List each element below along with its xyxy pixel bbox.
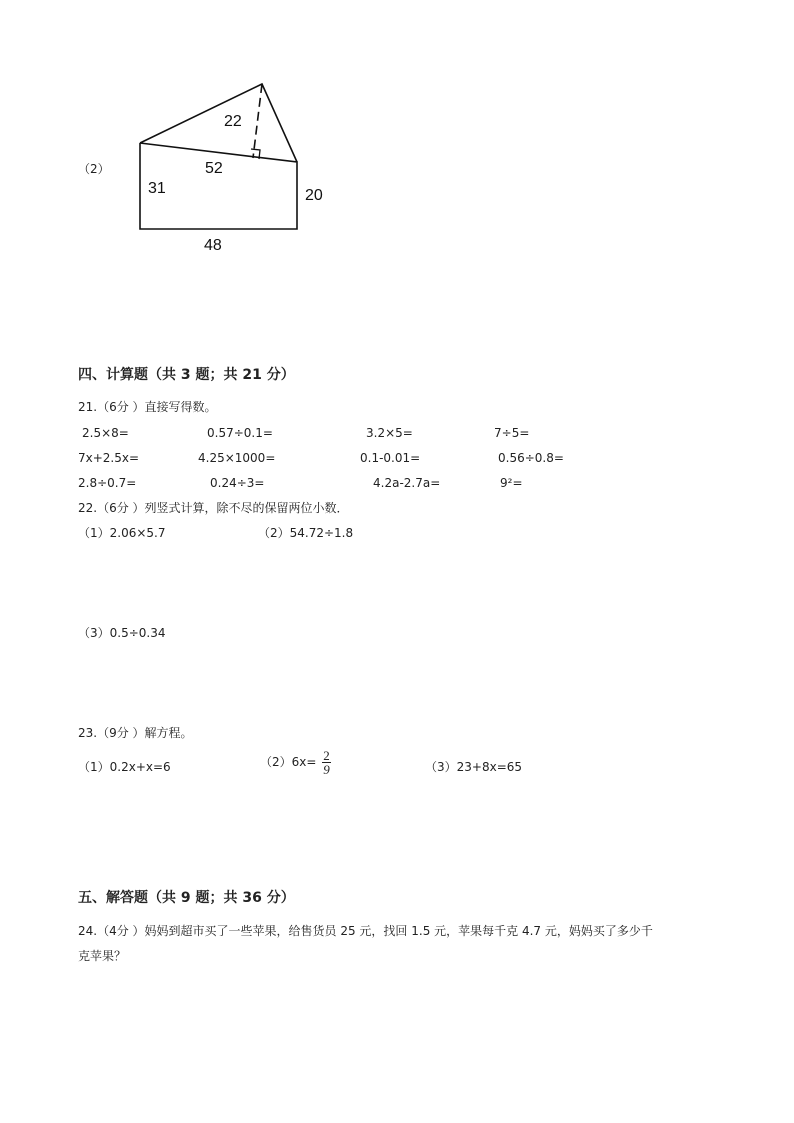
q24-text-line1: 24.（4分 ）妈妈到超市买了一些苹果，给售货员 25 元，找回 1.5 元，苹果每千克 4.7 元，妈妈买了多少千	[78, 924, 653, 938]
bottom-side-label: 48	[204, 237, 222, 254]
section5-heading: 五、解答题（共 9 题；共 36 分）	[78, 890, 295, 906]
q21-expr: 4.25×1000=	[198, 451, 276, 465]
section4-heading: 四、计算题（共 3 题；共 21 分）	[78, 367, 295, 383]
q23-item3: （3）23+8x=65	[425, 760, 523, 774]
q22-item: （3）0.5÷0.34	[78, 626, 166, 640]
q23-item2	[260, 749, 331, 776]
diagonal-label: 52	[205, 160, 223, 177]
q21-expr: 0.56÷0.8=	[498, 451, 564, 465]
q21-expr: 7÷5=	[494, 426, 530, 440]
q23-item2-prefix: （2）6x=	[260, 755, 317, 769]
q21-expr: 4.2a-2.7a=	[373, 476, 441, 490]
q21-expr: 9²=	[500, 476, 523, 490]
q23-item1: （1）0.2x+x=6	[78, 760, 171, 774]
q21-expr: 0.1-0.01=	[360, 451, 421, 465]
q21-title: 21.（6分 ）直接写得数。	[78, 400, 217, 414]
q23-title: 23.（9分 ）解方程。	[78, 726, 193, 740]
left-side-label: 31	[148, 180, 166, 197]
q21-expr: 0.24÷3=	[210, 476, 265, 490]
q21-expr: 0.57÷0.1=	[207, 426, 273, 440]
composite-shape-figure	[0, 0, 400, 260]
q21-expr: 2.8÷0.7=	[78, 476, 137, 490]
q22-title: 22.（6分 ）列竖式计算，除不尽的保留两位小数．	[78, 501, 349, 515]
q24-text-line2: 克苹果？	[78, 949, 127, 963]
fraction-numerator: 2	[323, 748, 330, 763]
q22-item: （1）2.06×5.7	[78, 526, 166, 540]
fraction-denominator: 9	[323, 762, 330, 777]
right-side-label: 20	[305, 187, 323, 204]
height-label: 22	[224, 113, 242, 130]
triangle-height-dashed	[253, 84, 262, 158]
q21-expr: 7x+2.5x=	[78, 451, 140, 465]
fraction	[322, 749, 331, 776]
q21-expr: 2.5×8=	[82, 426, 129, 440]
triangle-outline	[140, 84, 297, 162]
figure-item-label: （2）	[78, 162, 110, 176]
q21-expr: 3.2×5=	[366, 426, 413, 440]
q22-item: （2）54.72÷1.8	[258, 526, 354, 540]
